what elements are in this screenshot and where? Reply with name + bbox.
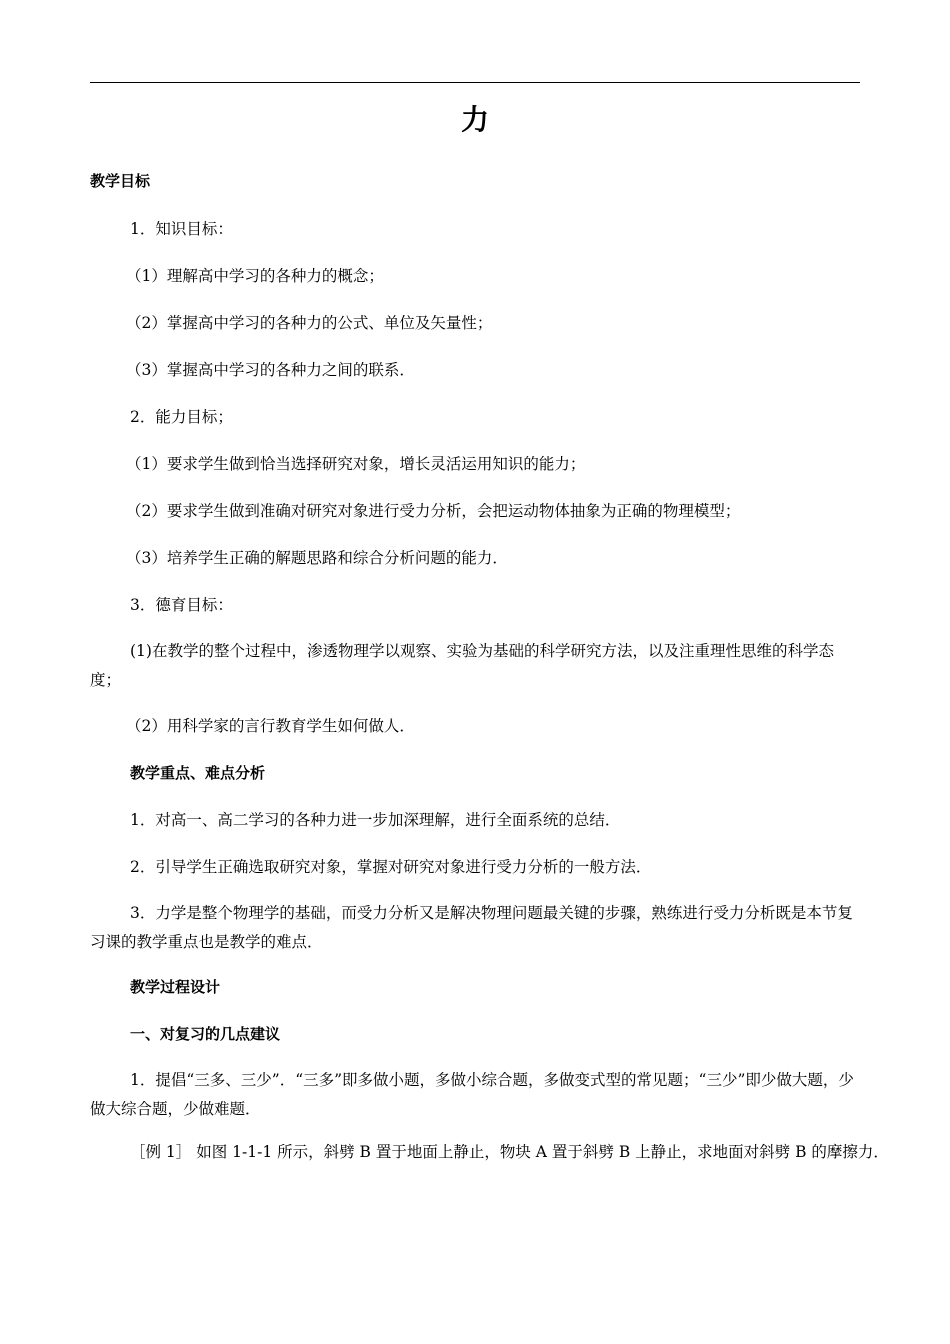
ability-item-2: （2）要求学生做到准确对研究对象进行受力分析，会把运动物体抽象为正确的物理模型；: [126, 502, 741, 520]
review-item-1: 1．提倡“三多、三少”．“三多”即多做小题，多做小综合题，多做变式型的常见题；“三少”即少做大题，少做大综合题，少做难题．: [90, 1071, 854, 1118]
goals-heading: 教学目标: [90, 172, 151, 190]
example-1: ［例 1］ 如图 1-1-1 所示，斜劈 B 置于地面上静止，物块 A 置于斜劈 B 上静止，求地面对斜劈 B 的摩擦力．: [130, 1143, 889, 1161]
key-point-1: 1．对高一、高二学习的各种力进一步加深理解，进行全面系统的总结．: [130, 811, 621, 829]
knowledge-goal: 1．知识目标：: [130, 220, 233, 238]
ability-item-3: （3）培养学生正确的解题思路和综合分析问题的能力．: [126, 549, 508, 567]
knowledge-item-1: （1）理解高中学习的各种力的概念；: [126, 267, 384, 285]
process-heading: 教学过程设计: [130, 978, 221, 996]
top-rule: [90, 82, 860, 83]
ability-goal: 2．能力目标；: [130, 408, 233, 426]
review-heading: 一、对复习的几点建议: [130, 1025, 281, 1043]
key-point-2: 2．引导学生正确选取研究对象，掌握对研究对象进行受力分析的一般方法．: [130, 858, 652, 876]
moral-goal: 3．德育目标：: [130, 596, 233, 614]
page-title: 力: [460, 103, 489, 136]
moral-item-2: （2）用科学家的言行教育学生如何做人．: [126, 717, 415, 735]
key-points-heading: 教学重点、难点分析: [130, 764, 266, 782]
knowledge-item-2: （2）掌握高中学习的各种力的公式、单位及矢量性；: [126, 314, 493, 332]
ability-item-1: （1）要求学生做到恰当选择研究对象，增长灵活运用知识的能力；: [126, 455, 586, 473]
moral-item-1: (1)在教学的整个过程中，渗透物理学以观察、实验为基础的科学研究方法，以及注重理性思维的科学态度；: [90, 642, 834, 689]
knowledge-item-3: （3）掌握高中学习的各种力之间的联系．: [126, 361, 415, 379]
key-point-3: 3．力学是整个物理学的基础，而受力分析又是解决物理问题最关键的步骤，熟练进行受力分析既是本节复习课的教学重点也是教学的难点．: [90, 904, 853, 951]
